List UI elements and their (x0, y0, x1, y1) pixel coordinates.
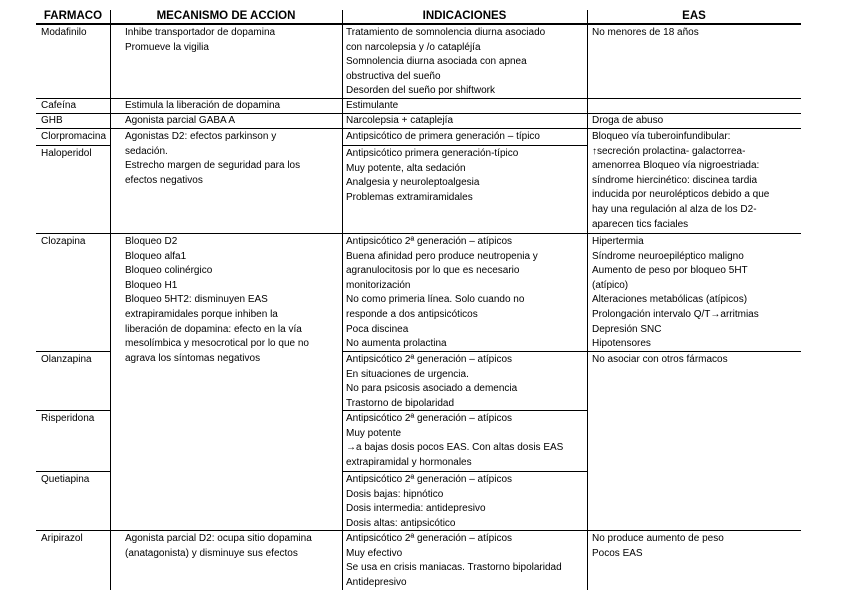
indication-text: Antipsicótico 2ª generación – atípicos Muy efectivo Se usa en crisis maniacas. Trastorno bipolaridad Antidepresivo (346, 533, 562, 588)
indication-text: Tratamiento de somnolencia diurna asociado con narcolepsia y /o catapléjía Somnolencia diurna asociada con apnea obstructiva del sueño Desorden del sueño por shiftwork (346, 27, 546, 97)
column-rule (110, 10, 111, 590)
adverse-effects-text: Hipertermia Síndrome neuroepiléptico maligno Aumento de peso por bloqueo 5HT (atípico) Alteraciones metabólicas (atípicos) Prolongación intervalo Q/T→arritmias Depresión SNC Hipotensores (592, 236, 759, 350)
mechanism-text: Bloqueo D2 Bloqueo alfa1 Bloqueo colinérgico Bloqueo H1 Bloqueo 5HT2: disminuyen EAS extrapiramidales porque inhiben la liberación de dopamina: efecto en la vía mesolímbica y mesocrotical por lo que no agrava los síntomas negativos (125, 236, 309, 364)
drug-name: Haloperidol (41, 148, 92, 159)
column-rule (587, 10, 588, 590)
adverse-effects-text: No asociar con otros fármacos (592, 354, 728, 365)
drug-name: Risperidona (41, 413, 95, 424)
row-rule (36, 410, 110, 411)
indication-text: Antipsicótico de primera generación – típico (346, 131, 540, 142)
indication-text: Antipsicótico 2ª generación – atípicos En situaciones de urgencia. No para psicosis asociado a demencia Trastorno de bipolaridad (346, 354, 518, 409)
indication-text: Narcolepsia + cataplejía (346, 115, 454, 126)
indication-text: Antipsicótico primera generación-típico Muy potente, alta sedación Analgesia y neuroleptoalgesia Problemas extramiramidales (346, 148, 519, 203)
indication-text: Antipsicótico 2ª generación – atípicos Muy potente →a bajas dosis pocos EAS. Con altas dosis EAS extrapiramidal y hormonales (346, 413, 564, 468)
header-rule (36, 23, 801, 25)
drug-name: Cafeína (41, 100, 77, 111)
row-rule (342, 471, 587, 472)
header-farmaco: FARMACO (43, 10, 103, 22)
drug-name: Modafinilo (41, 27, 87, 38)
adverse-effects-text: Droga de abuso (592, 115, 664, 126)
adverse-effects-text: Bloqueo vía tuberoinfundibular: ↑secreción prolactina- galactorrea- amenorrea Bloqueo vía nigroestriada: síndrome hiercinético: discinea tardia inducida por neurolépticos debido a que hay una regulación al alza de los D2- aparecen tics faciales (592, 131, 770, 230)
header-indicaciones: INDICACIONES (422, 10, 507, 22)
mechanism-text: Agonistas D2: efectos parkinson y sedación. Estrecho margen de seguridad para los efectos negativos (125, 131, 301, 186)
row-rule (36, 471, 110, 472)
drug-name: Olanzapina (41, 354, 92, 365)
row-rule (342, 145, 587, 146)
header-eas: EAS (682, 10, 706, 22)
header-mecanismo: MECANISMO DE ACCION (156, 10, 296, 22)
drug-name: Clozapina (41, 236, 86, 247)
column-rule (342, 10, 343, 590)
row-rule (36, 351, 110, 352)
mechanism-text: Agonista parcial D2: ocupa sitio dopamina (anatagonista) y disminuye sus efectos (125, 533, 312, 559)
drug-name: GHB (41, 115, 63, 126)
drug-name: Clorpromacina (41, 131, 107, 142)
row-rule (36, 145, 110, 146)
mechanism-text: Agonista parcial GABA A (125, 115, 236, 126)
indication-text: Antipsicótico 2ª generación – atípicos Dosis bajas: hipnótico Dosis intermedia: antidepresivo Dosis altas: antipsicótico (346, 474, 513, 529)
adverse-effects-text: No produce aumento de peso Pocos EAS (592, 533, 724, 559)
indication-text: Estimulante (346, 100, 399, 111)
mechanism-text: Estimula la liberación de dopamina (125, 100, 281, 111)
adverse-effects-text: No menores de 18 años (592, 27, 699, 38)
indication-text: Antipsicótico 2ª generación – atípicos Buena afinidad pero produce neutropenia y agranulocitosis por lo que es necesario monitorización No como primeria línea. Solo cuando no responde a dos antipsicóticos Poca discinea No aumenta prolactina (346, 236, 538, 350)
mechanism-text: Inhibe transportador de dopamina Promueve la vigilia (125, 27, 276, 53)
row-rule (36, 233, 801, 234)
drug-name: Aripirazol (41, 533, 83, 544)
drug-name: Quetiapina (41, 474, 90, 485)
